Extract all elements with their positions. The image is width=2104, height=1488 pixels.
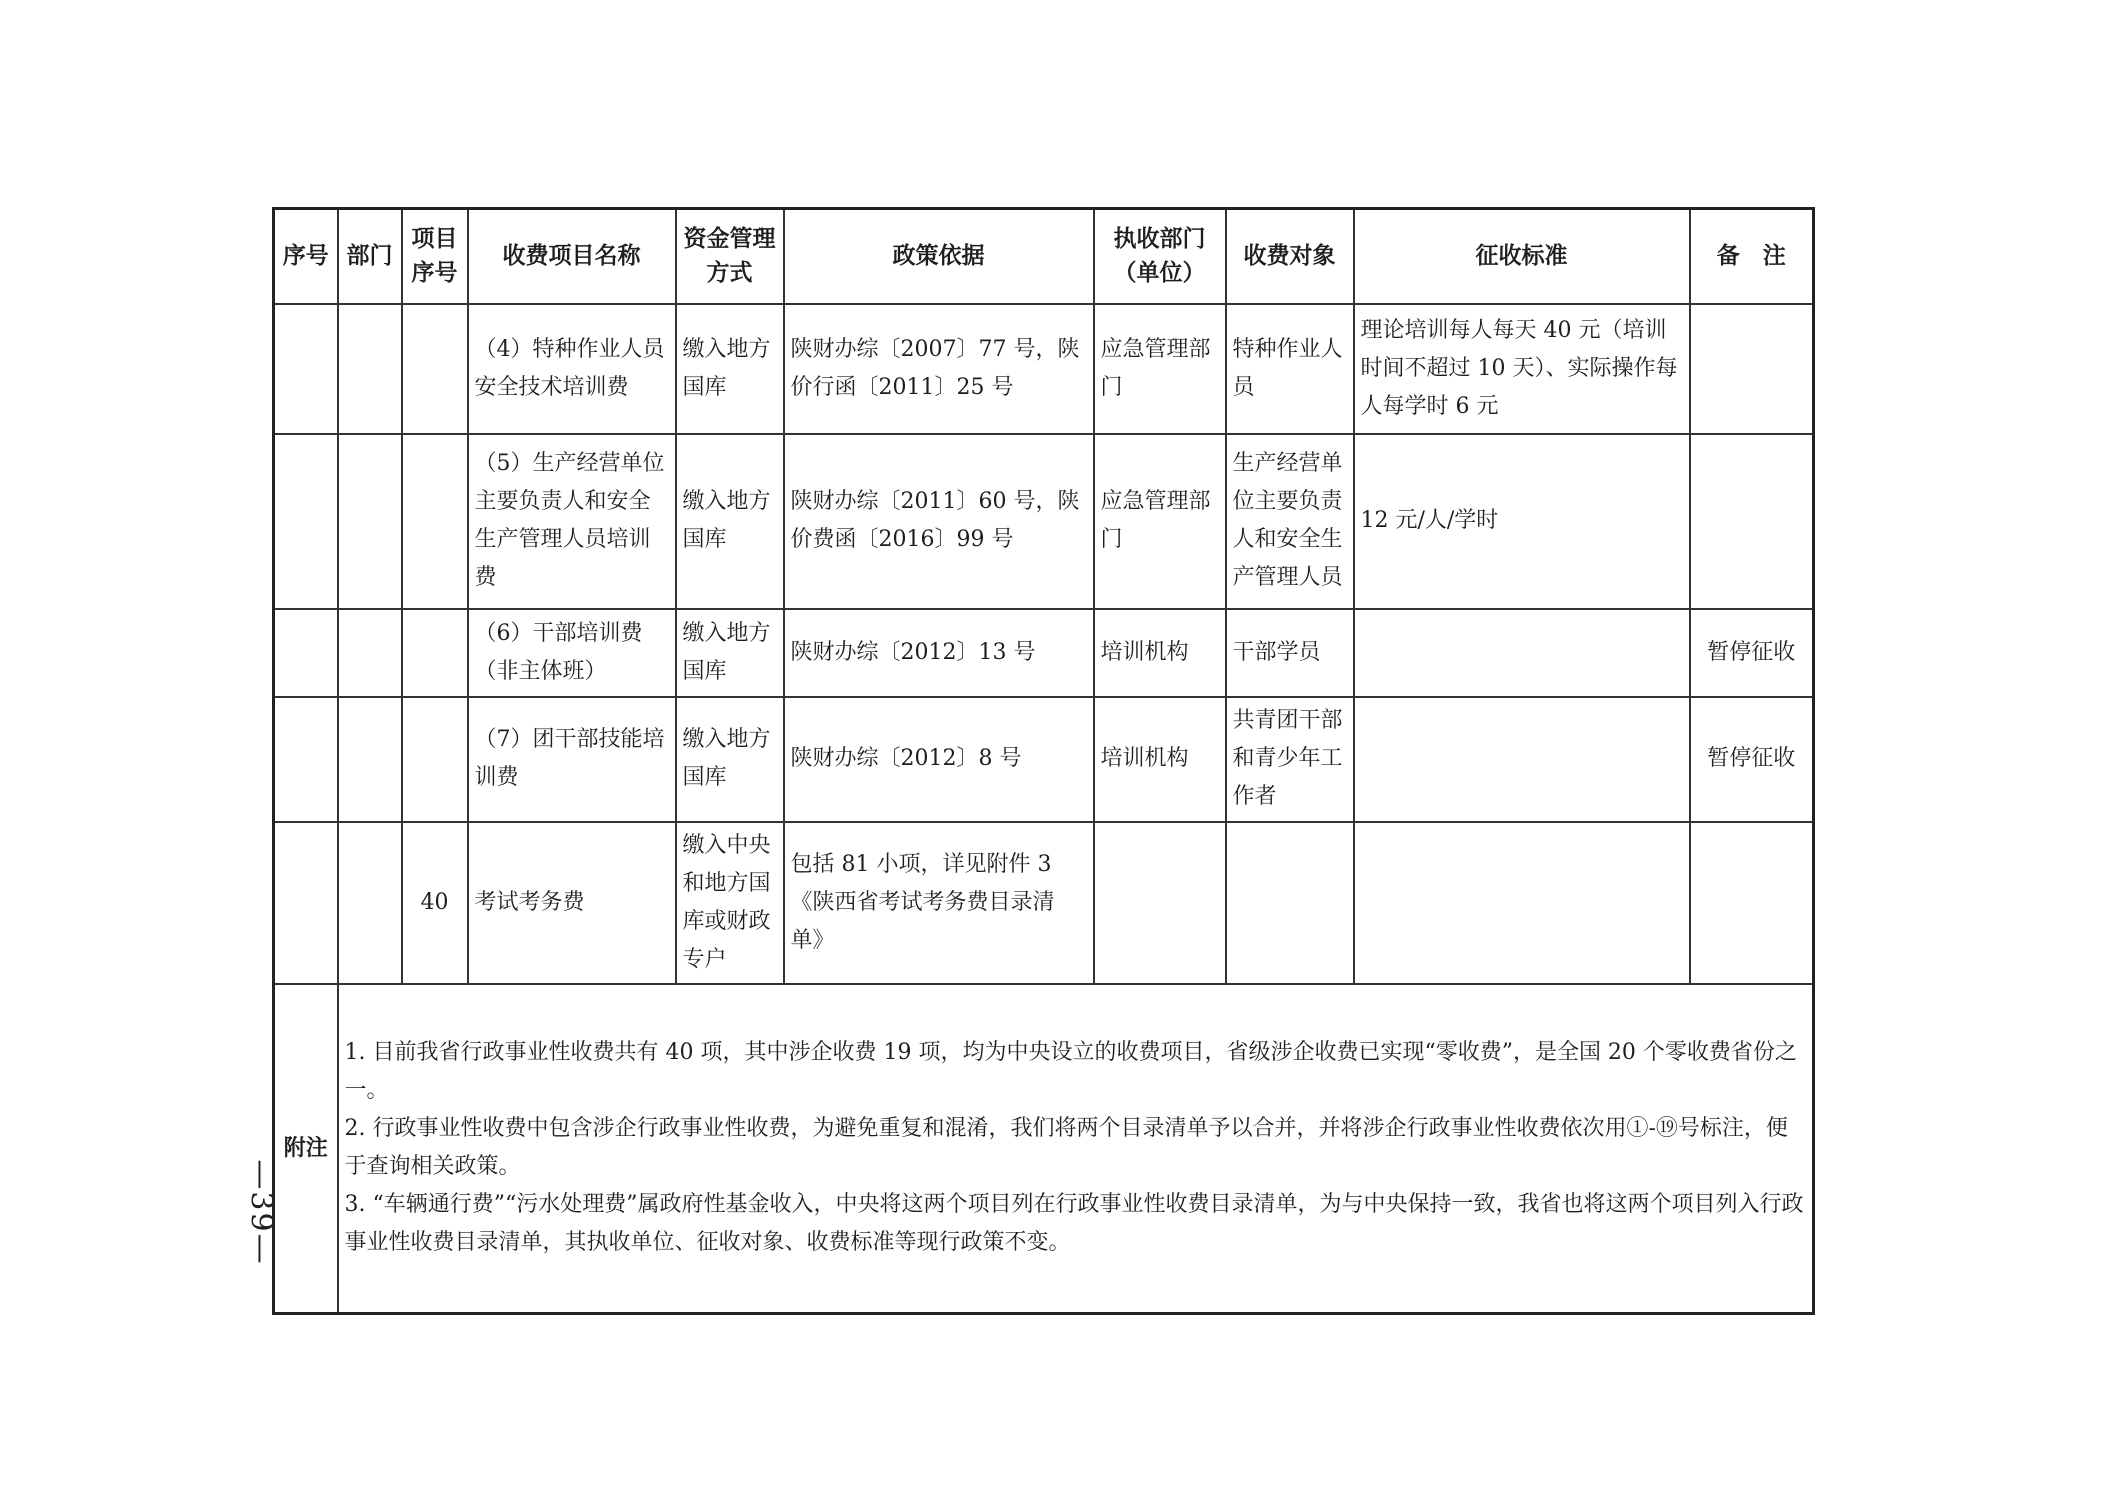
cell-fee-name: 考试考务费 [468, 822, 676, 984]
header-seq: 序号 [274, 209, 338, 304]
notes-label: 附注 [274, 984, 338, 1314]
cell-collector: 应急管理部门 [1094, 434, 1226, 609]
cell-fee-name: （7）团干部技能培训费 [468, 697, 676, 822]
cell-dept [338, 697, 402, 822]
cell-policy: 陕财办综〔2012〕8 号 [784, 697, 1094, 822]
cell-fee-name: （6）干部培训费（非主体班） [468, 609, 676, 697]
cell-dept [338, 609, 402, 697]
cell-policy: 陕财办综〔2012〕13 号 [784, 609, 1094, 697]
note-item: 2. 行政事业性收费中包含涉企行政事业性收费，为避免重复和混淆，我们将两个目录清单予以合并，并将涉企行政事业性收费依次用①-⑲号标注，便于查询相关政策。 [344, 1116, 1788, 1180]
cell-fund-mgmt: 缴入地方国库 [676, 697, 784, 822]
cell-fund-mgmt: 缴入地方国库 [676, 434, 784, 609]
note-item: 1. 目前我省行政事业性收费共有 40 项，其中涉企收费 19 项，均为中央设立的收费项目，省级涉企收费已实现“零收费”，是全国 20 个零收费省份之一。 [344, 1040, 1797, 1104]
cell-standard: 12 元/人/学时 [1354, 434, 1690, 609]
cell-fund-mgmt: 缴入地方国库 [676, 304, 784, 434]
notes-row [274, 984, 1814, 1314]
cell-dept [338, 434, 402, 609]
header-remark: 备 注 [1690, 209, 1814, 304]
table-row [274, 434, 1814, 609]
header-policy: 政策依据 [784, 209, 1094, 304]
cell-item-seq [402, 304, 468, 434]
header-dept: 部门 [338, 209, 402, 304]
cell-standard [1354, 609, 1690, 697]
fee-table [272, 207, 1815, 1315]
cell-fee-name: （4）特种作业人员安全技术培训费 [468, 304, 676, 434]
cell-seq [274, 822, 338, 984]
header-standard: 征收标准 [1354, 209, 1690, 304]
cell-standard: 理论培训每人每天 40 元（培训时间不超过 10 天）、实际操作每人每学时 6 元 [1354, 304, 1690, 434]
cell-collector [1094, 822, 1226, 984]
cell-seq [274, 697, 338, 822]
cell-collector: 培训机构 [1094, 609, 1226, 697]
table-row [274, 609, 1814, 697]
cell-dept [338, 304, 402, 434]
cell-payer [1226, 822, 1354, 984]
table-row [274, 697, 1814, 822]
cell-policy: 包括 81 小项，详见附件 3《陕西省考试考务费目录清单》 [784, 822, 1094, 984]
cell-seq [274, 609, 338, 697]
cell-remark [1690, 304, 1814, 434]
table-header-row [274, 209, 1814, 304]
cell-standard [1354, 822, 1690, 984]
cell-policy: 陕财办综〔2011〕60 号，陕价费函〔2016〕99 号 [784, 434, 1094, 609]
header-item-seq: 项目序号 [402, 209, 468, 304]
cell-item-seq [402, 434, 468, 609]
cell-payer: 干部学员 [1226, 609, 1354, 697]
cell-remark: 暂停征收 [1690, 609, 1814, 697]
cell-payer: 特种作业人员 [1226, 304, 1354, 434]
note-item: 3. “车辆通行费”“污水处理费”属政府性基金收入，中央将这两个项目列在行政事业性收费目录清单，为与中央保持一致，我省也将这两个项目列入行政事业性收费目录清单，其执收单位、征收对象、收费标准等现行政策不变。 [344, 1192, 1804, 1256]
cell-remark: 暂停征收 [1690, 697, 1814, 822]
cell-dept [338, 822, 402, 984]
cell-remark [1690, 434, 1814, 609]
cell-item-seq [402, 697, 468, 822]
cell-item-seq [402, 609, 468, 697]
cell-fee-name: （5）生产经营单位主要负责人和安全生产管理人员培训费 [468, 434, 676, 609]
header-payer: 收费对象 [1226, 209, 1354, 304]
header-fund-mgmt: 资金管理方式 [676, 209, 784, 304]
cell-seq [274, 304, 338, 434]
cell-collector: 培训机构 [1094, 697, 1226, 822]
cell-fund-mgmt: 缴入中央和地方国库或财政专户 [676, 822, 784, 984]
table-row [274, 822, 1814, 984]
cell-seq [274, 434, 338, 609]
cell-payer: 生产经营单位主要负责人和安全生产管理人员 [1226, 434, 1354, 609]
cell-collector: 应急管理部门 [1094, 304, 1226, 434]
cell-payer: 共青团干部和青少年工作者 [1226, 697, 1354, 822]
page-number: —39— [243, 1159, 279, 1266]
cell-item-seq: 40 [402, 822, 468, 984]
cell-policy: 陕财办综〔2007〕77 号，陕价行函〔2011〕25 号 [784, 304, 1094, 434]
table-row [274, 304, 1814, 434]
cell-standard [1354, 697, 1690, 822]
header-collector: 执收部门（单位） [1094, 209, 1226, 304]
header-fee-name: 收费项目名称 [468, 209, 676, 304]
cell-fund-mgmt: 缴入地方国库 [676, 609, 784, 697]
notes-body [338, 984, 1814, 1314]
cell-remark [1690, 822, 1814, 984]
